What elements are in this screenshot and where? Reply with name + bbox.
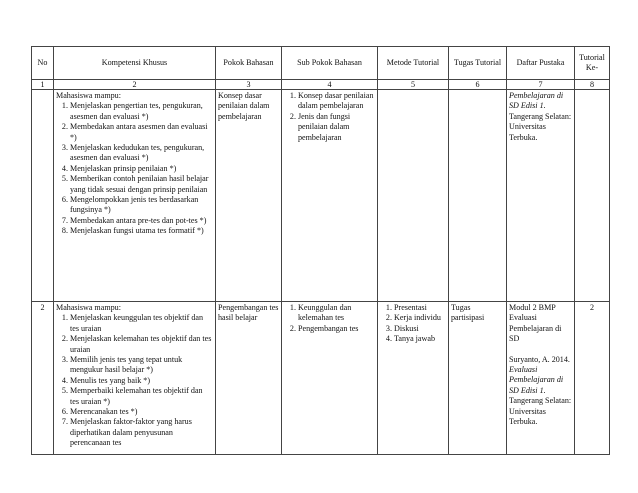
list-item: 5. Memperbaiki kelemahan tes objektif dan tes uraian *) [70, 386, 213, 407]
list-item: 4. Tanya jawab [394, 334, 446, 344]
metode-cell [378, 90, 449, 302]
row-number [32, 90, 54, 302]
header-kompetensi: Kompetensi Khusus [54, 47, 216, 80]
sub-pokok-list [284, 91, 375, 143]
header-row [32, 47, 610, 80]
tugas-cell [449, 90, 507, 302]
metode-list [380, 303, 446, 345]
reference-publisher: Tangerang Selatan: Universitas Terbuka. [509, 396, 572, 427]
list-item: 4. Menjelaskan prinsip penilaian *) [70, 164, 213, 174]
list-item: 8. Menjelaskan fungsi utama tes formatif *) [70, 226, 213, 236]
list-item: 3. Menjelaskan kedudukan tes, pengukuran, asesmen dan evaluasi *) [70, 143, 213, 164]
list-item: 2. Pengembangan tes [298, 324, 375, 334]
sub-pokok-cell [282, 90, 378, 302]
table-row [32, 90, 610, 302]
sub-pokok-cell [282, 302, 378, 455]
kompetensi-list [56, 101, 213, 236]
list-item: 1. Menjelaskan keunggulan tes objektif dan tes uraian [70, 313, 213, 334]
header-tugas-tutorial: Tugas Tutorial [449, 47, 507, 80]
tutorial-ke-cell: 2 [575, 302, 610, 455]
header-sub-pokok-bahasan: Sub Pokok Bahasan [282, 47, 378, 80]
list-item: 3. Diskusi [394, 324, 446, 334]
metode-cell [378, 302, 449, 455]
column-number: 4 [282, 80, 378, 90]
column-number: 2 [54, 80, 216, 90]
kompetensi-cell [54, 90, 216, 302]
reference-title: Pembelajaran di SD Edisi 1. [509, 91, 564, 111]
reference-module: Modul 2 BMP Evaluasi Pembelajaran di SD [509, 303, 562, 344]
list-item: 2. Menjelaskan kelemahan tes objektif dan tes uraian [70, 334, 213, 355]
daftar-pustaka-cell [507, 90, 575, 302]
pokok-bahasan-cell: Pengembangan tes hasil belajar [216, 302, 282, 455]
list-item: 7. Menjelaskan faktor-faktor yang harus diperhatikan dalam penyusunan perencanaan tes [70, 417, 213, 448]
kompetensi-cell [54, 302, 216, 455]
tugas-cell: Tugas partisipasi [449, 302, 507, 455]
header-metode-tutorial: Metode Tutorial [378, 47, 449, 80]
kompetensi-intro: Mahasiswa mampu: [56, 91, 121, 100]
list-item: 2. Membedakan antara asesmen dan evaluasi *) [70, 122, 213, 143]
column-number-row [32, 80, 610, 90]
list-item: 1. Presentasi [394, 303, 446, 313]
list-item: 5. Memberikan contoh penilaian hasil belajar yang tidak sesuai dengan prinsip penilaian [70, 174, 213, 195]
list-item: 1. Menjelaskan pengertian tes, pengukuran, asesmen dan evaluasi *) [70, 101, 213, 122]
column-number: 5 [378, 80, 449, 90]
list-item: 1. Keunggulan dan kelemahan tes [298, 303, 375, 324]
list-item: 7. Membedakan antara pre-tes dan pot-tes *) [70, 216, 213, 226]
kompetensi-list [56, 313, 213, 448]
list-item: 6. Mengelompokkan jenis tes berdasarkan fungsinya *) [70, 195, 213, 216]
list-item: 2. Jenis dan fungsi penilaian dalam pembelajaran [298, 112, 375, 143]
column-number: 6 [449, 80, 507, 90]
header-daftar-pustaka: Daftar Pustaka [507, 47, 575, 80]
column-number: 3 [216, 80, 282, 90]
header-tutorial-ke: Tutorial Ke- [575, 47, 610, 80]
list-item: 6. Merencanakan tes *) [70, 407, 213, 417]
list-item: 3. Memilih jenis tes yang tepat untuk mengukur hasil belajar *) [70, 355, 213, 376]
spacer [509, 345, 572, 355]
column-number: 7 [507, 80, 575, 90]
tutorial-ke-cell [575, 90, 610, 302]
list-item: 4. Menulis tes yang baik *) [70, 376, 213, 386]
sub-pokok-list [284, 303, 375, 334]
row-number: 2 [32, 302, 54, 455]
column-number: 1 [32, 80, 54, 90]
reference-author: Suryanto, A. 2014. [509, 354, 570, 364]
reference-title: Evaluasi Pembelajaran di SD Edisi 1. [509, 365, 564, 395]
reference-publisher: Tangerang Selatan: Universitas Terbuka. [509, 111, 572, 142]
header-no: No [32, 47, 54, 80]
table-row [32, 302, 610, 455]
kompetensi-intro: Mahasiswa mampu: [56, 303, 121, 312]
daftar-pustaka-cell [507, 302, 575, 455]
course-outline-table [31, 46, 610, 455]
pokok-bahasan-cell: Konsep dasar penilaian dalam pembelajaran [216, 90, 282, 302]
list-item: 1. Konsep dasar penilaian dalam pembelajaran [298, 91, 375, 112]
header-pokok-bahasan: Pokok Bahasan [216, 47, 282, 80]
list-item: 2. Kerja individu [394, 313, 446, 323]
column-number: 8 [575, 80, 610, 90]
